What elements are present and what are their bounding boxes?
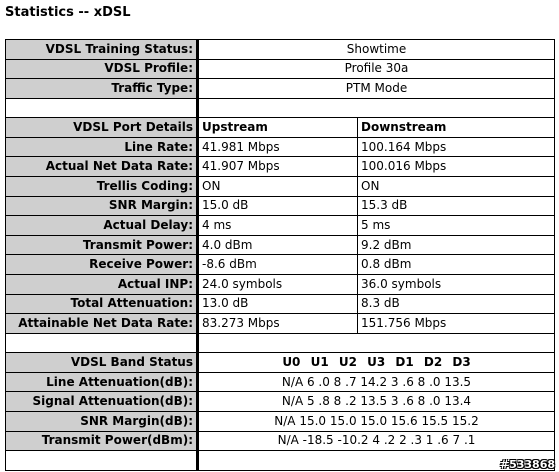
trellis-up: ON xyxy=(198,177,358,197)
band-row-snr-margin xyxy=(6,411,555,431)
port-row-inp xyxy=(6,274,555,294)
band-signal-attenuation-label: Signal Attenuation(dB): xyxy=(6,392,198,412)
port-row-line-rate xyxy=(6,137,555,157)
attainable-rate-down: 151.756 Mbps xyxy=(358,314,555,334)
training-status-label: VDSL Training Status: xyxy=(6,40,198,60)
total-attenuation-label: Total Attenuation: xyxy=(6,294,198,314)
profile-value: Profile 30a xyxy=(198,59,555,79)
attainable-rate-up: 83.273 Mbps xyxy=(198,314,358,334)
rx-power-label: Receive Power: xyxy=(6,255,198,275)
port-row-attainable xyxy=(6,314,555,334)
delay-down: 5 ms xyxy=(358,216,555,236)
watermark: #533868 xyxy=(499,458,555,471)
delay-label: Actual Delay: xyxy=(6,216,198,236)
band-transmit-power-label: Transmit Power(dBm): xyxy=(6,431,198,451)
line-rate-label: Line Rate: xyxy=(6,137,198,157)
spacer-row xyxy=(6,98,555,118)
band-transmit-power-values: N/A -18.5 -10.2 4 .2 2 .3 1 .6 7 .1 xyxy=(198,431,555,451)
training-status-value: Showtime xyxy=(198,40,555,60)
profile-label: VDSL Profile: xyxy=(6,59,198,79)
band-snr-margin-label: SNR Margin(dB): xyxy=(6,411,198,431)
net-data-rate-label: Actual Net Data Rate: xyxy=(6,157,198,177)
band-line-attenuation-values: N/A 6 .0 8 .7 14.2 3 .6 8 .0 13.5 xyxy=(198,372,555,392)
spacer-row xyxy=(6,333,555,353)
delay-up: 4 ms xyxy=(198,216,358,236)
band-header-row xyxy=(6,353,555,373)
traffic-type-value: PTM Mode xyxy=(198,79,555,99)
port-row-delay xyxy=(6,216,555,236)
band-row-line-attenuation xyxy=(6,372,555,392)
port-row-attenuation xyxy=(6,294,555,314)
total-attenuation-up: 13.0 dB xyxy=(198,294,358,314)
traffic-type-label: Traffic Type: xyxy=(6,79,198,99)
trellis-down: ON xyxy=(358,177,555,197)
snr-margin-up: 15.0 dB xyxy=(198,196,358,216)
rx-power-down: 0.8 dBm xyxy=(358,255,555,275)
trellis-label: Trellis Coding: xyxy=(6,177,198,197)
snr-margin-down: 15.3 dB xyxy=(358,196,555,216)
band-status-label: VDSL Band Status xyxy=(6,353,198,373)
port-row-trellis xyxy=(6,177,555,197)
port-header-row xyxy=(6,118,555,138)
band-snr-margin-values: N/A 15.0 15.0 15.0 15.6 15.5 15.2 xyxy=(198,411,555,431)
port-row-tx-power xyxy=(6,235,555,255)
port-row-snr xyxy=(6,196,555,216)
band-signal-attenuation-values: N/A 5 .8 8 .2 13.5 3 .6 8 .0 13.4 xyxy=(198,392,555,412)
port-row-net-rate xyxy=(6,157,555,177)
inp-down: 36.0 symbols xyxy=(358,274,555,294)
total-attenuation-down: 8.3 dB xyxy=(358,294,555,314)
port-details-label: VDSL Port Details xyxy=(6,118,198,138)
status-row-training xyxy=(6,40,555,60)
tx-power-down: 9.2 dBm xyxy=(358,235,555,255)
port-row-rx-power xyxy=(6,255,555,275)
downstream-header: Downstream xyxy=(358,118,555,138)
inp-label: Actual INP: xyxy=(6,274,198,294)
net-data-rate-up: 41.907 Mbps xyxy=(198,157,358,177)
band-header-values: U0 U1 U2 U3 D1 D2 D3 xyxy=(198,353,555,373)
snr-margin-label: SNR Margin: xyxy=(6,196,198,216)
status-row-traffic xyxy=(6,79,555,99)
tx-power-up: 4.0 dBm xyxy=(198,235,358,255)
band-row-signal-attenuation xyxy=(6,392,555,412)
spacer-row xyxy=(6,451,555,471)
band-line-attenuation-label: Line Attenuation(dB): xyxy=(6,372,198,392)
upstream-header: Upstream xyxy=(198,118,358,138)
band-row-transmit-power xyxy=(6,431,555,451)
xdsl-statistics-table xyxy=(5,39,555,471)
line-rate-up: 41.981 Mbps xyxy=(198,137,358,157)
inp-up: 24.0 symbols xyxy=(198,274,358,294)
rx-power-up: -8.6 dBm xyxy=(198,255,358,275)
status-row-profile xyxy=(6,59,555,79)
net-data-rate-down: 100.016 Mbps xyxy=(358,157,555,177)
attainable-rate-label: Attainable Net Data Rate: xyxy=(6,314,198,334)
line-rate-down: 100.164 Mbps xyxy=(358,137,555,157)
page-title: Statistics -- xDSL xyxy=(5,5,131,20)
tx-power-label: Transmit Power: xyxy=(6,235,198,255)
